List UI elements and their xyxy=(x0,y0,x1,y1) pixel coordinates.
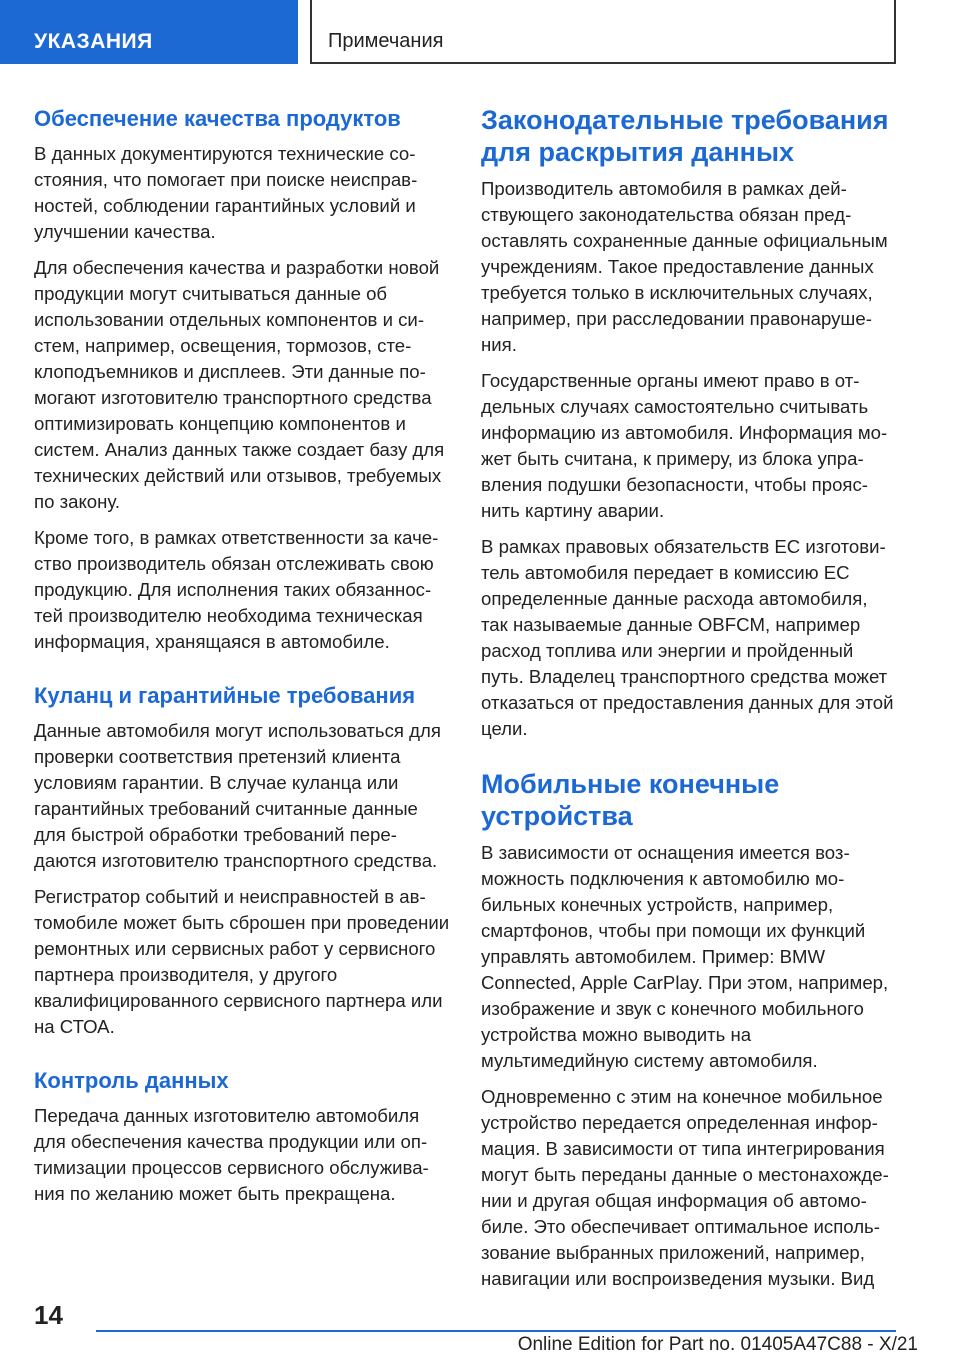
right-column xyxy=(481,104,897,1302)
data-control-heading: Контроль данных xyxy=(34,1068,229,1093)
legal-requirements-heading: Законодательные требования для раскрытия данных xyxy=(481,105,889,167)
subsection-header: Примечания xyxy=(310,0,896,64)
paragraph: Для обеспечения качества и разработки новой продукции могут считываться данные об использовании отдельных компонентов и систем, например, освещения, тормозов, стеклоподъемников и дисплеев. Эти данные помогают изготовителю транспортного средства оптимизировать концепцию компонентов и систем. Анализ данных также создает базу для технических действий или отзывов, требуемых по закону. xyxy=(34,257,445,512)
paragraph: В рамках правовых обязательств ЕС изготовитель автомобиля передает в комиссию ЕС определенные данные расхода автомобиля, так называемые данные OBFCM, например расход топлива или энергии и пройденный путь. Владелец транспортного средства может отказаться от предоставления данных для этой цели. xyxy=(481,536,894,739)
paragraph: Государственные органы имеют право в отдельных случаях самостоятельно считывать информацию из автомобиля. Информация может быть считана, к примеру, из блока управления подушки безопасности, чтобы прояснить картину аварии. xyxy=(481,370,888,521)
left-column xyxy=(34,104,450,1217)
quality-assurance-heading: Обеспечение качества продуктов xyxy=(34,106,401,131)
section-tab: УКАЗАНИЯ xyxy=(0,0,298,64)
footer-divider xyxy=(96,1330,896,1332)
paragraph: В зависимости от оснащения имеется возможность подключения к автомобилю мобильных конечных устройств, например, смартфонов, чтобы при помощи их функций управлять автомобилем. Пример: BMW Connected, Apple CarPlay. При этом, например, изображение и звук с конечного мобильного устройства можно выводить на мультимедийную систему автомобиля. xyxy=(481,842,889,1071)
paragraph: Кроме того, в рамках ответственности за качество производитель обязан отслеживать свою продукцию. Для исполнения таких обязанностей производителю необходима техническая информация, хранящаяся в автомобиле. xyxy=(34,527,439,652)
page-number: 14 xyxy=(34,1300,63,1330)
warranty-heading: Куланц и гарантийные требования xyxy=(34,683,416,708)
mobile-devices-heading: Мобильные конечные устройства xyxy=(481,769,780,831)
paragraph: Данные автомобиля могут использоваться для проверки соответствия претензий клиента условиям гарантии. В случае куланца или гарантийных требований считанные данные для быстрой обработки требований передаются изготовителю транспортного средства. xyxy=(34,720,441,871)
paragraph: Регистратор событий и неисправностей в автомобиле может быть сброшен при проведении ремонтных или сервисных работ у сервисного партнера производителя, у другого квалифицированного сервисного партнера или на СТОА. xyxy=(34,886,450,1037)
paragraph: Производитель автомобиля в рамках действующего законодательства обязан предоставлять сохраненные данные официальным учреждениям. Такое предоставление данных требуется только в исключительных случаях, например, при расследовании правонарушения. xyxy=(481,178,888,355)
paragraph: Передача данных изготовителю автомобиля для обеспечения качества продукции или оптимизации процессов сервисного обслуживания по желанию может быть прекращена. xyxy=(34,1105,429,1204)
edition-footer: Online Edition for Part no. 01405A47C88 - X/21 xyxy=(517,1334,918,1355)
paragraph: В данных документируются технические состояния, что помогает при поиске неисправностей, соблюдении гарантийных условий и улучшении качества. xyxy=(34,143,418,242)
paragraph: Одновременно с этим на конечное мобильное устройство передается определенная информация. В зависимости от типа интегрирования могут быть переданы данные о местонахождении и другая общая информация об автомобиле. Это обеспечивает оптимальное использование выбранных приложений, например, навигации или воспроизведения музыки. Вид xyxy=(481,1086,889,1289)
